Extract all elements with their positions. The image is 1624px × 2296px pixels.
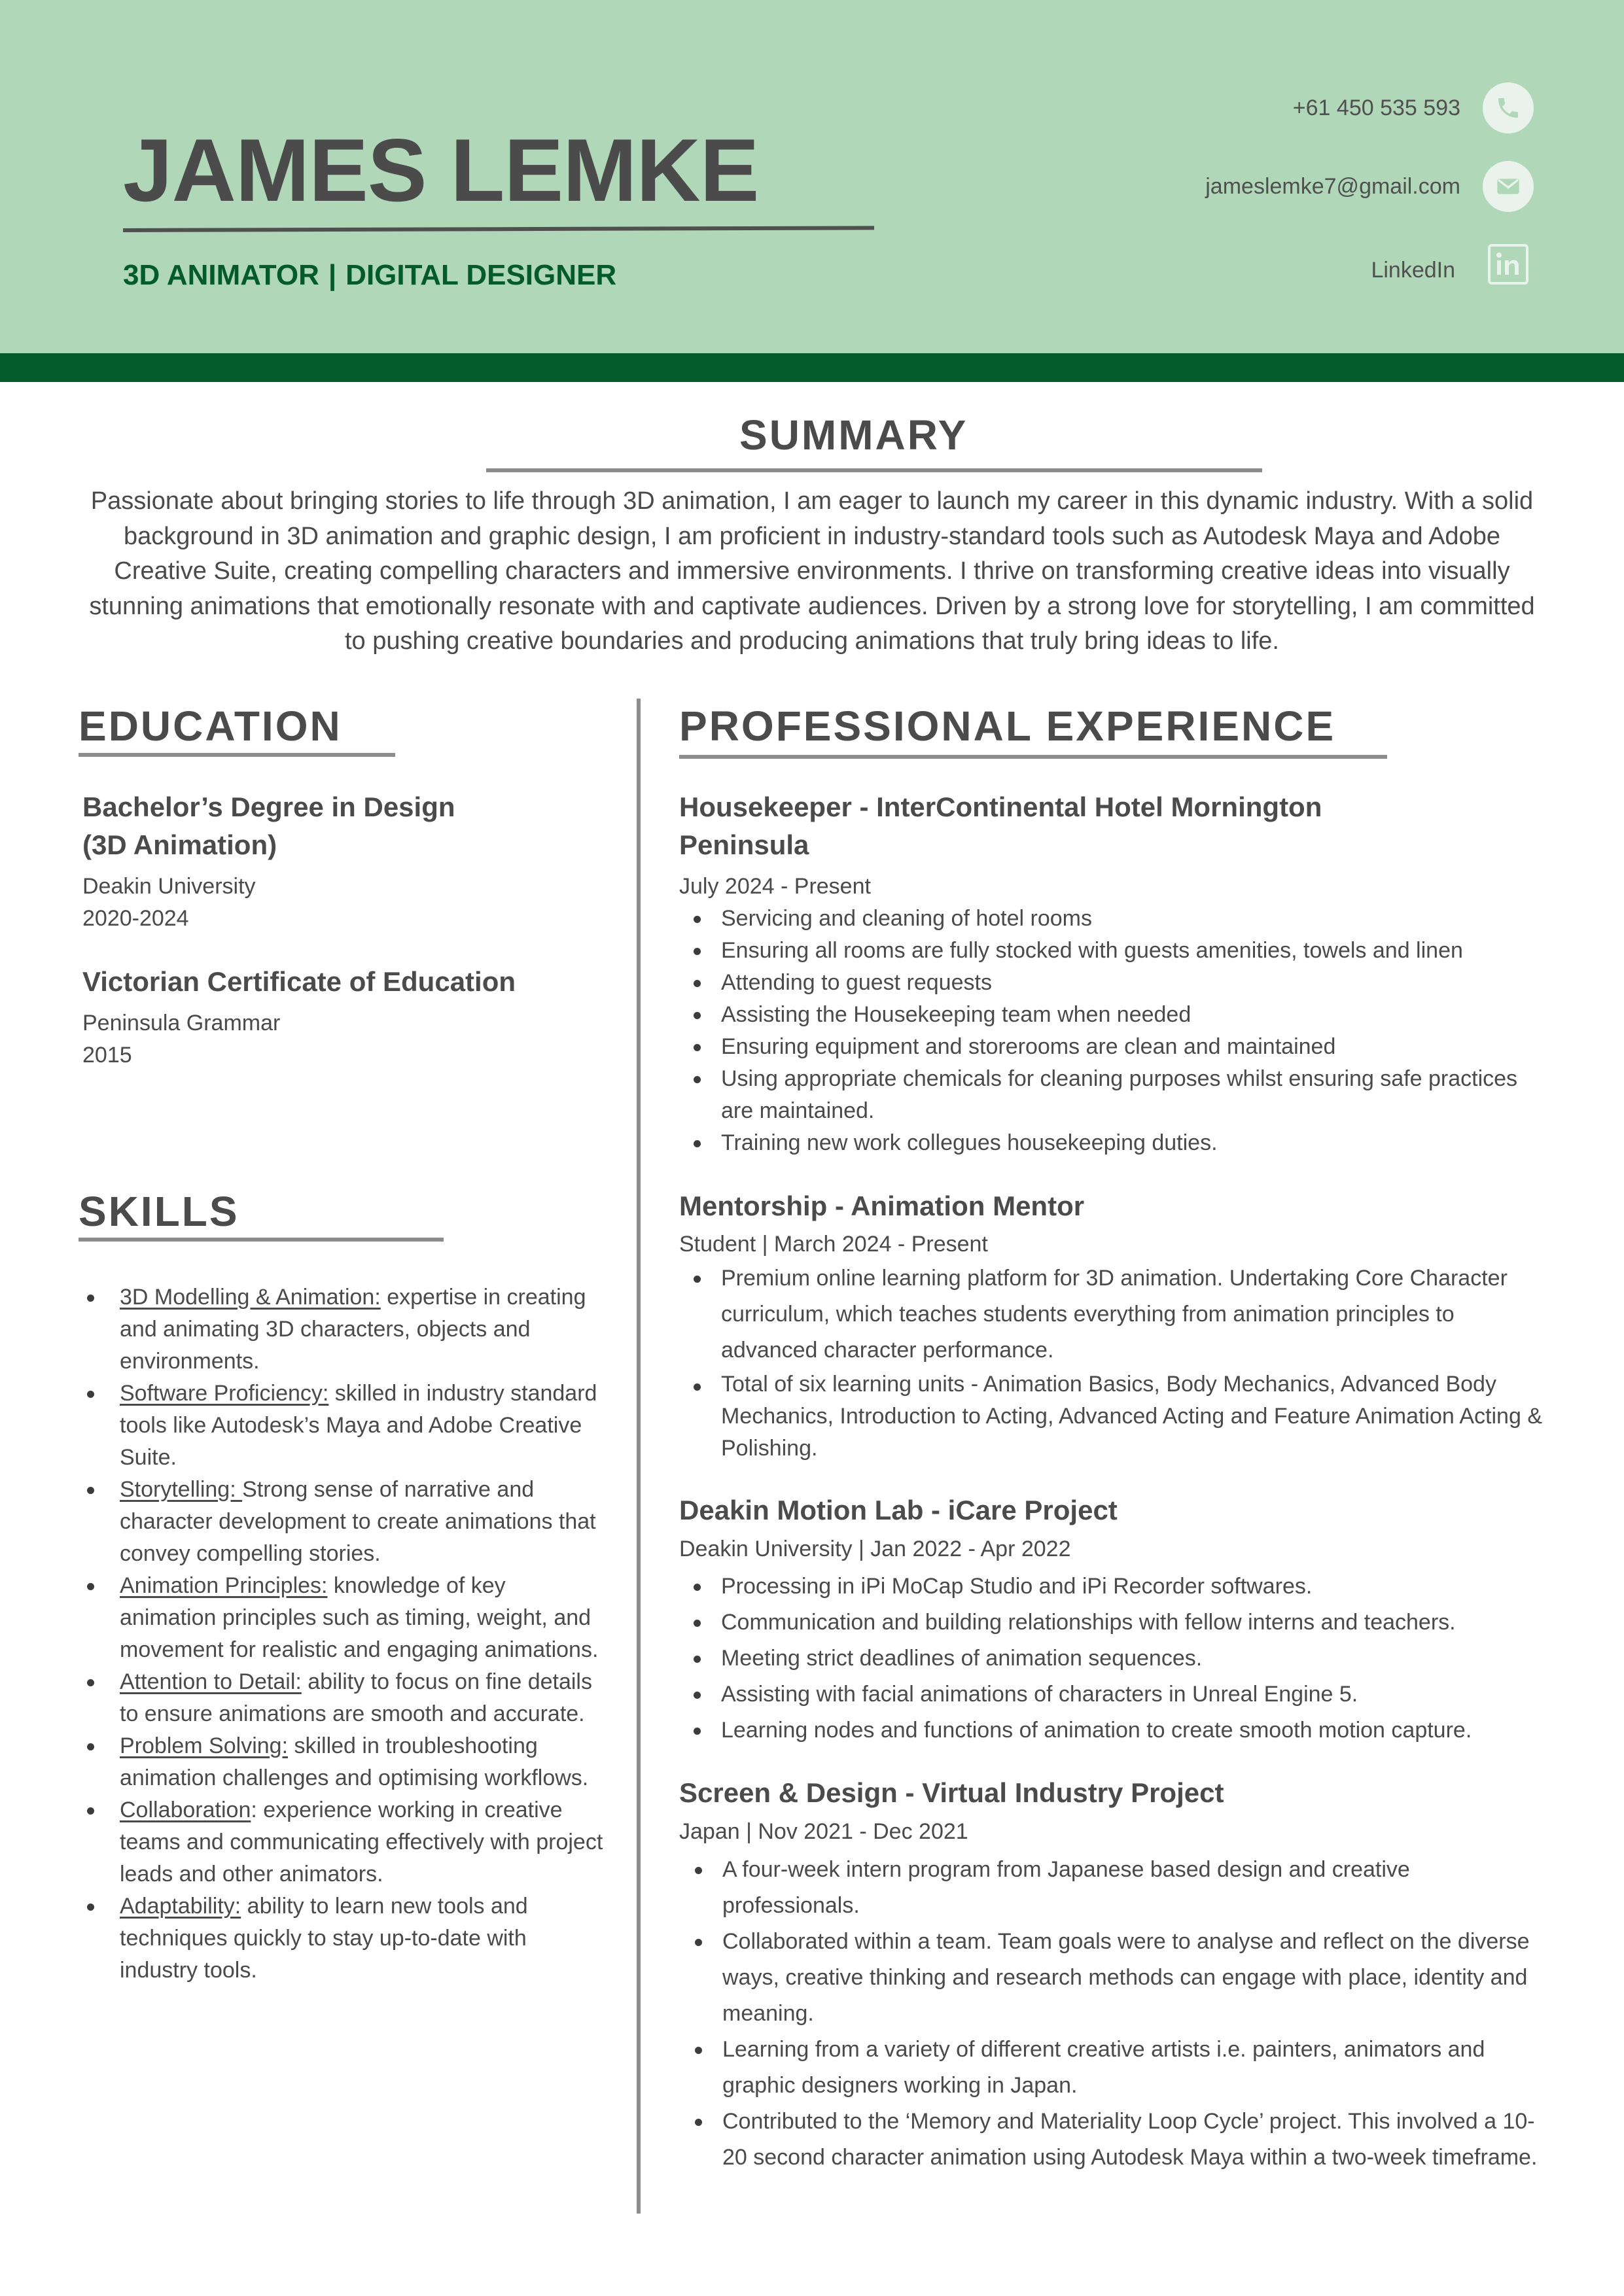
skill-item: Problem Solving: skilled in troubleshooting animation challenges and optimising workflows.	[120, 1730, 607, 1794]
job-bullets	[721, 1261, 1545, 1465]
job-bullet: Assisting the Housekeeping team when needed	[721, 999, 1545, 1031]
title-animator: 3D ANIMATOR	[123, 259, 319, 291]
job-bullet: Premium online learning platform for 3D animation. Undertaking Core Character curriculum, which teaches students everything from animation principles to advanced character performance.	[721, 1261, 1545, 1368]
header-accent-bar	[0, 353, 1624, 382]
job-bullets	[721, 1569, 1545, 1748]
job-bullet: Ensuring equipment and storerooms are clean and maintained	[721, 1031, 1545, 1063]
job-title: Screen & Design - Virtual Industry Project	[679, 1777, 1224, 1808]
job-bullets	[722, 1852, 1545, 2176]
job-meta: Deakin University | Jan 2022 - Apr 2022	[679, 1537, 1071, 1561]
job-bullet: Assisting with facial animations of characters in Unreal Engine 5.	[721, 1677, 1545, 1713]
education-rule	[79, 753, 395, 757]
skills-rule	[79, 1238, 444, 1242]
candidate-name: JAMES LEMKE	[123, 120, 759, 220]
job-title: Deakin Motion Lab - iCare Project	[679, 1495, 1118, 1525]
job-bullet: Training new work collegues housekeeping duties.	[721, 1127, 1545, 1159]
summary-rule	[486, 468, 1262, 472]
phone-number[interactable]: +61 450 535 593	[1292, 96, 1460, 120]
job-bullet: Meeting strict deadlines of animation sequences.	[721, 1641, 1545, 1677]
skills-list	[120, 1281, 607, 1987]
skill-item: Adaptability: ability to learn new tools and techniques quickly to stay up-to-date with industry tools.	[120, 1890, 607, 1987]
job-title: Mentorship - Animation Mentor	[679, 1191, 1085, 1221]
education-school: Deakin University	[82, 874, 256, 899]
skill-item: Collaboration: experience working in creative teams and communicating effectively with project leads and other animators.	[120, 1794, 607, 1890]
job-bullet: Ensuring all rooms are fully stocked with guests amenities, towels and linen	[721, 935, 1545, 967]
job-titles	[123, 259, 616, 292]
education-entry-title: Bachelor’s Degree in Design (3D Animation)	[82, 791, 455, 860]
title-separator: |	[328, 259, 337, 291]
job-bullet: Learning from a variety of different creative artists i.e. painters, animators and graphic designers working in Japan.	[722, 2032, 1545, 2104]
job-bullet: Communication and building relationships with fellow interns and teachers.	[721, 1605, 1545, 1641]
experience-heading: PROFESSIONAL EXPERIENCE	[679, 703, 1336, 750]
job-bullet: Servicing and cleaning of hotel rooms	[721, 903, 1545, 935]
job-meta: Japan | Nov 2021 - Dec 2021	[679, 1819, 968, 1844]
email-address[interactable]: jameslemke7@gmail.com	[1205, 174, 1460, 199]
skill-item: 3D Modelling & Animation: expertise in creating and animating 3D characters, objects and environments.	[120, 1281, 607, 1378]
skills-heading: SKILLS	[79, 1188, 239, 1235]
job-bullets	[721, 903, 1545, 1159]
job-title: Housekeeper - InterContinental Hotel Mornington Peninsula	[679, 791, 1322, 860]
job-meta: Student | March 2024 - Present	[679, 1232, 988, 1257]
education-school: Peninsula Grammar	[82, 1011, 281, 1035]
column-divider	[637, 699, 641, 2214]
education-years: 2015	[82, 1043, 132, 1068]
education-heading: EDUCATION	[79, 703, 342, 750]
job-bullet: A four-week intern program from Japanese based design and creative professionals.	[722, 1852, 1545, 1924]
education-entry-title: Victorian Certificate of Education	[82, 966, 516, 997]
linkedin-link[interactable]: LinkedIn	[1371, 258, 1455, 283]
skill-item: Software Proficiency: skilled in industry standard tools like Autodesk’s Maya and Adobe Creative Suite.	[120, 1378, 607, 1474]
experience-rule	[679, 755, 1387, 759]
phone-icon[interactable]	[1483, 82, 1534, 133]
linkedin-icon[interactable]	[1488, 244, 1528, 285]
job-bullet: Processing in iPi MoCap Studio and iPi Recorder softwares.	[721, 1569, 1545, 1605]
skill-item: Animation Principles: knowledge of key animation principles such as timing, weight, and movement for realistic and engaging animations.	[120, 1570, 607, 1666]
skill-item: Storytelling: Strong sense of narrative and character development to create animations that convey compelling stories.	[120, 1474, 607, 1570]
mail-icon[interactable]	[1483, 161, 1534, 212]
education-years: 2020-2024	[82, 906, 189, 931]
job-bullet: Contributed to the ‘Memory and Materiality Loop Cycle’ project. This involved a 10-20 second character animation using Autodesk Maya within a two-week timeframe.	[722, 2104, 1545, 2176]
summary-heading: SUMMARY	[739, 411, 968, 459]
summary-text: Passionate about bringing stories to life through 3D animation, I am eager to launch my career in this dynamic industry. With a solid background in 3D animation and graphic design, I am proficient in industry-standard tools such as Autodesk Maya and Adobe Creative Suite, creating compelling characters and immersive environments. I thrive on transforming creative ideas into visually stunning animations that emotionally resonate with and captivate audiences. Driven by a strong love for storytelling, I am committed to pushing creative boundaries and producing animations that truly bring ideas to life.	[89, 487, 1535, 655]
job-bullet: Total of six learning units - Animation Basics, Body Mechanics, Advanced Body Mechanics, Introduction to Acting, Advanced Acting and Feature Animation Acting & Polishing.	[721, 1368, 1545, 1465]
job-bullet: Collaborated within a team. Team goals were to analyse and reflect on the diverse ways, creative thinking and research methods can engage with place, identity and meaning.	[722, 1924, 1545, 2032]
job-bullet: Attending to guest requests	[721, 967, 1545, 999]
job-bullet: Learning nodes and functions of animation to create smooth motion capture.	[721, 1713, 1545, 1748]
job-meta: July 2024 - Present	[679, 874, 871, 899]
title-designer: DIGITAL DESIGNER	[345, 259, 617, 291]
job-bullet: Using appropriate chemicals for cleaning purposes whilst ensuring safe practices are maintained.	[721, 1063, 1545, 1127]
skill-item: Attention to Detail: ability to focus on fine details to ensure animations are smooth and accurate.	[120, 1666, 607, 1730]
